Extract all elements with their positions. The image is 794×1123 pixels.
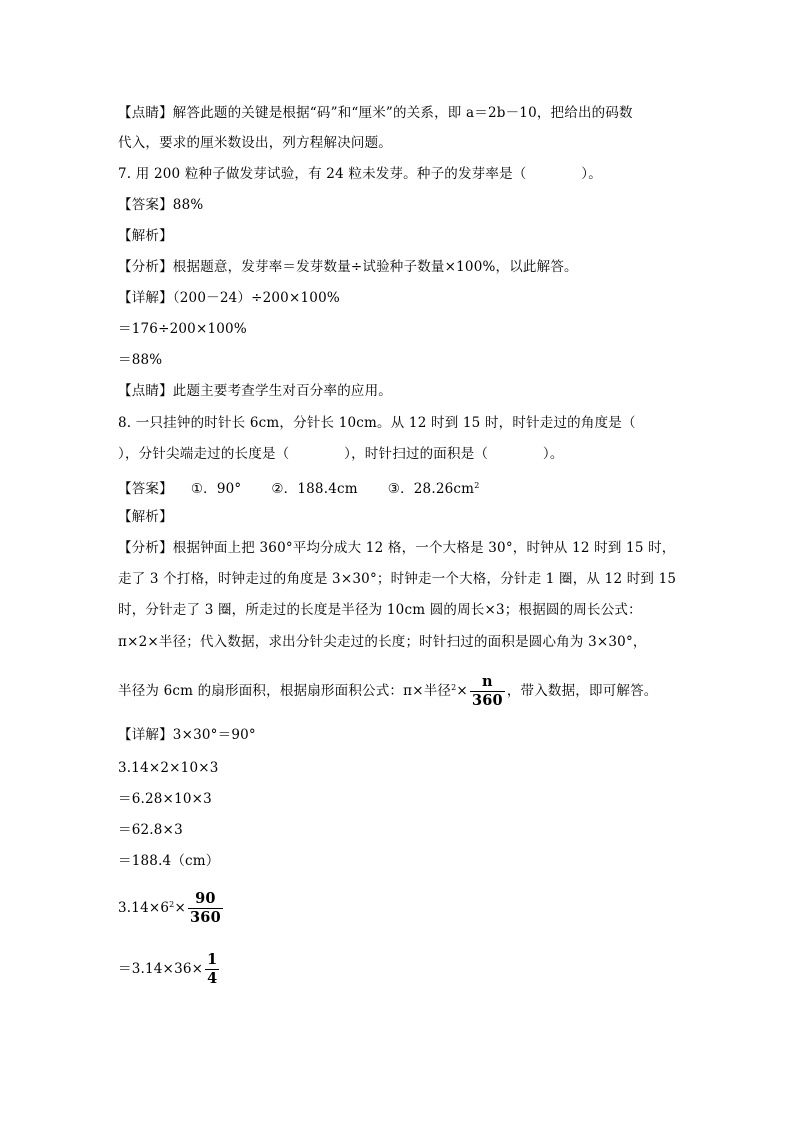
q8-detail-7 xyxy=(118,952,221,987)
fraction-numerator: n xyxy=(470,674,505,692)
q8-fenxi-5-text-c: ，带入数据，即可解答。 xyxy=(506,683,658,699)
q8-analysis-label: 【解析】 xyxy=(118,509,173,525)
fraction-denominator: 360 xyxy=(189,909,221,926)
fraction-denominator: 4 xyxy=(207,970,218,987)
q8-detail-2: 3.14×2×10×3 xyxy=(118,760,219,776)
fraction-n-over-360 xyxy=(470,674,505,709)
q8-detail-6-text-a: 3.14×6 xyxy=(118,900,170,916)
q8-answer xyxy=(118,477,479,498)
fraction-numerator: 90 xyxy=(188,891,223,909)
dianjing-line-2: 代入，要求的厘米数设出，列方程解决问题。 xyxy=(118,135,392,151)
dianjing-line-1: 【点睛】解答此题的关键是根据“码”和“厘米”的关系，即 a＝2b－10，把给出的码数 xyxy=(118,105,633,121)
q7-answer: 【答案】88% xyxy=(118,197,204,213)
question-8-line-2: ），分针尖端走过的长度是（ ），时针扫过的面积是（ ）。 xyxy=(118,446,564,462)
q8-answer-label: 【答案】 xyxy=(118,481,173,497)
q8-fenxi-1: 【分析】根据钟面上把 360°平均分成大 12 格，一个大格是 30°，时钟从 12 时到 15 时， xyxy=(118,540,676,556)
q8-fenxi-5-superscript: 2 xyxy=(451,683,457,692)
fraction-denominator: 360 xyxy=(471,692,503,709)
fraction-90-over-360 xyxy=(188,891,223,926)
q8-fenxi-4: π×2×半径；代入数据，求出分针尖走过的长度；时针扫过的面积是圆心角为 3×30°， xyxy=(118,634,647,650)
q8-detail-6-superscript: 2 xyxy=(169,900,175,909)
q8-fenxi-2: 走了 3 个打格，时钟走过的角度是 3×30°；时钟走一个大格，分针走 1 圈，从 12 时到 15 xyxy=(118,571,677,587)
question-7: 7. 用 200 粒种子做发芽试验，有 24 粒未发芽。种子的发芽率是（ ）。 xyxy=(118,166,602,182)
q8-detail-7-text-a: ＝3.14×36× xyxy=(118,961,204,977)
fraction-1-over-4 xyxy=(205,952,219,987)
q8-detail-3: ＝6.28×10×3 xyxy=(118,791,212,807)
q8-detail-6 xyxy=(118,888,225,926)
q7-analysis-label: 【解析】 xyxy=(118,228,173,244)
q8-fenxi-3: 时，分针走了 3 圈，所走过的长度是半径为 10cm 圆的周长×3；根据圆的周长公式： xyxy=(118,602,642,618)
q8-answer-1: ①．90° xyxy=(190,481,242,497)
q7-detail-2: ＝176÷200×100% xyxy=(118,321,247,337)
q8-answer-3-superscript: 2 xyxy=(474,481,480,490)
q7-fenxi: 【分析】根据题意，发芽率＝发芽数量÷试验种子数量×100%，以此解答。 xyxy=(118,259,578,275)
question-8-line-1: 8. 一只挂钟的时针长 6cm，分针长 10cm。从 12 时到 15 时，时针走过的角度是（ xyxy=(118,415,636,431)
q7-dianjing: 【点睛】此题主要考查学生对百分率的应用。 xyxy=(118,383,392,399)
q8-detail-5: ＝188.4（cm） xyxy=(118,853,220,869)
q8-detail-4: ＝62.8×3 xyxy=(118,822,183,838)
q8-answer-3: ③．28.26cm xyxy=(387,481,475,497)
q8-detail-6-times: × xyxy=(174,900,186,916)
q8-fenxi-5 xyxy=(118,671,658,709)
fraction-numerator: 1 xyxy=(207,951,218,968)
q7-detail-3: ＝88% xyxy=(118,352,163,368)
q8-detail-1: 【详解】3×30°＝90° xyxy=(118,727,256,743)
q8-fenxi-5-text-a: 半径为 6cm 的扇形面积，根据扇形面积公式：π×半径 xyxy=(118,683,452,699)
q8-fenxi-5-times: × xyxy=(456,683,468,699)
q8-answer-2: ②．188.4cm xyxy=(271,481,358,497)
q7-detail-1: 【详解】（200－24）÷200×100% xyxy=(118,290,340,306)
